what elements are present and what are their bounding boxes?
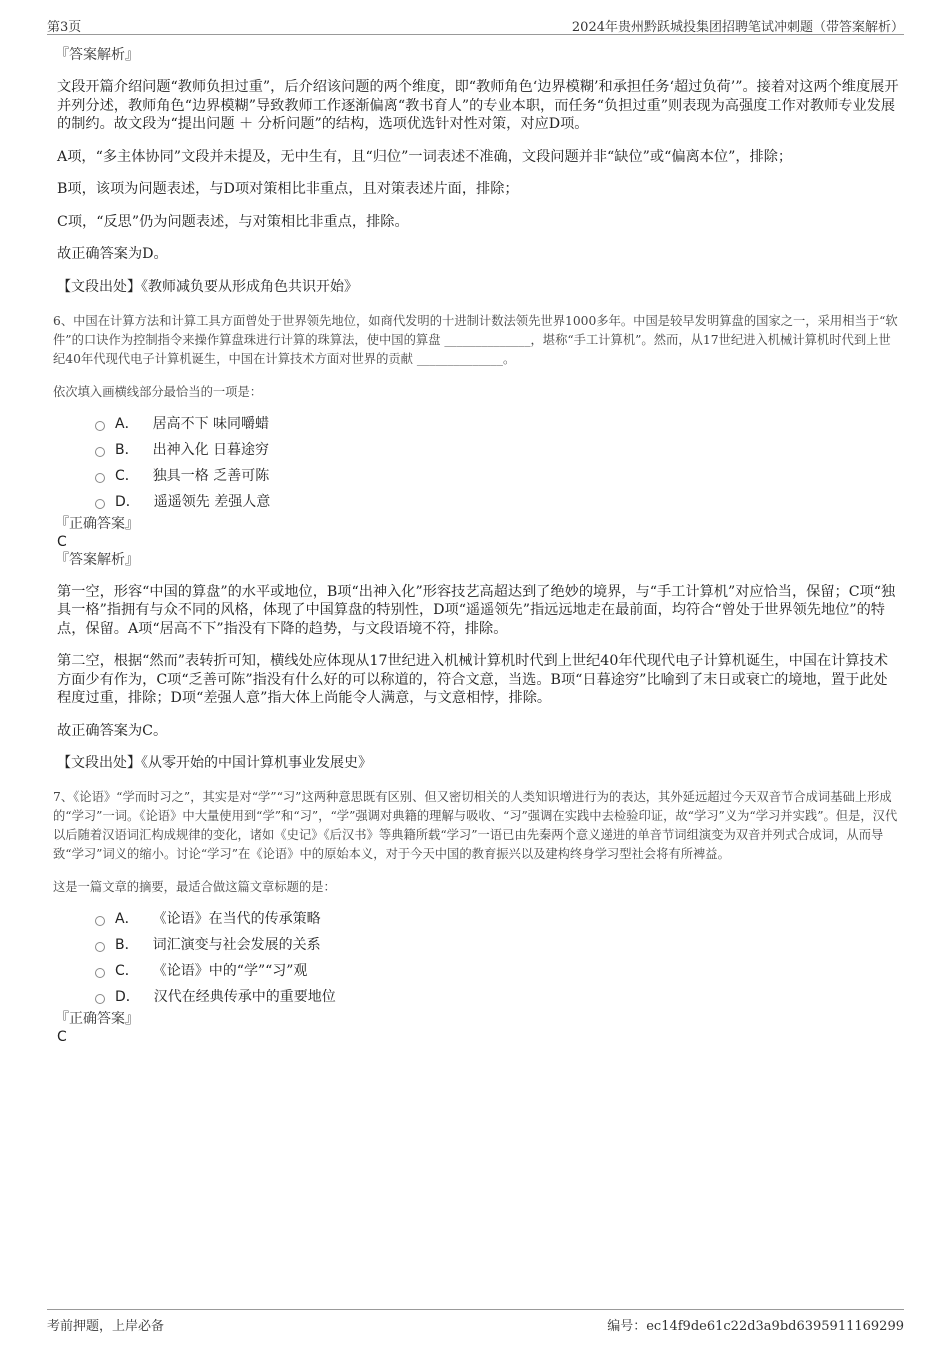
q5-analysis-paragraph: 文段开篇介绍问题“教师负担过重”，后介绍该问题的两个维度，即“教师角色‘边界模糊’和承担任务‘超过负荷’”。接着对这两个维度展开并列分述，教师角色“边界模糊”导致教师工作逐渐偏离“教书育人”的专业本职，而任务“负担过重”则表现为高强度工作对教师专业发展的制约。故文段为“提出问题 ＋ 分析问题”的结构，选项优选针对性对策，对应D项。 [57,79,899,132]
q6-option-a[interactable]: A． 居高不下 味同嚼蜡 [95,411,907,437]
radio-button-icon[interactable] [95,916,105,926]
radio-button-icon[interactable] [95,942,105,952]
q5-analysis-option-b: B项，该项为问题表述，与D项对策相比非重点，且对策表述片面，排除； [57,181,519,197]
page-header [47,14,904,35]
q6-options [95,411,907,515]
footer-slogan: 考前押题，上岸必备 [47,1319,165,1334]
radio-button-icon[interactable] [95,473,105,483]
q7-correct-answer: C [57,1029,67,1045]
q6-analysis-label: 『答案解析』 [55,551,139,568]
q5-source: 【文段出处】《教师减负要从形成角色共识开始》 [57,278,358,295]
document-title: 2024年贵州黔跃城投集团招聘笔试冲刺题（带答案解析） [571,20,904,35]
q7-option-b[interactable]: B． 词汇演变与社会发展的关系 [95,932,907,958]
radio-button-icon[interactable] [95,968,105,978]
q5-analysis-option-c: C项，“反思”仍为问题表述，与对策相比非重点，排除。 [57,213,409,230]
q6-correct-label: 『正确答案』 [55,515,139,532]
page-footer [47,1309,904,1336]
q5-conclusion: 故正确答案为D。 [57,246,168,262]
radio-button-icon[interactable] [95,499,105,509]
radio-button-icon[interactable] [95,994,105,1004]
q5-analysis-label: 『答案解析』 [55,47,139,63]
document-code: 编号：ec14f9de61c22d3a9bd6395911169299 [607,1319,904,1334]
radio-button-icon[interactable] [95,421,105,431]
q6-option-c[interactable]: C． 独具一格 乏善可陈 [95,463,907,489]
page-content [47,46,907,1046]
q5-analysis-option-a: A项，“多主体协同”文段并未提及，无中生有，且“归位”一词表述不准确，文段问题并非“缺位”或“偏离本位”，排除； [57,148,793,165]
q7-option-c[interactable]: C． 《论语》中的“学”“习”观 [95,958,907,984]
q6-correct-answer: C [57,533,67,550]
radio-button-icon[interactable] [95,447,105,457]
q6-option-d[interactable]: D． 遥遥领先 差强人意 [95,489,907,515]
q7-stem: 7、《论语》“学而时习之”，其实是对“学”“习”这两种意思既有区别、但又密切相关的人类知识增进行为的表达，其外延远超过今天双音节合成词基础上形成的“学习”一词。《论语》中大量使用到“学”和“习”，“学”强调对典籍的理解与吸收、“习”强调在实践中去检验印证，故“学习”义为“学习并实践”。但是，汉代以后随着汉语词汇构成规律的变化，诸如《史记》《后汉书》等典籍所载“学习”一语已由先秦两个意义递进的单音节词组演变为双音并列式合成词，从而导致“学习”词义的缩小。讨论“学习”在《论语》中的原始本义，对于今天中国的教育振兴以及建构终身学习型社会将有所裨益。 [53,790,898,861]
q6-source: 【文段出处】《从零开始的中国计算机事业发展史》 [57,755,372,771]
q6-prompt: 依次填入画横线部分最恰当的一项是： [53,384,263,399]
q7-option-a[interactable]: A． 《论语》在当代的传承策略 [95,906,907,932]
q6-option-b[interactable]: B． 出神入化 日暮途穷 [95,437,907,463]
q7-prompt: 这是一篇文章的摘要，最适合做这篇文章标题的是： [53,880,336,894]
q6-stem: 6、中国在计算方法和计算工具方面曾处于世界领先地位，如商代发明的十进制计数法领先世界1000多年。中国是较早发明算盘的国家之一，采用相当于“软件”的口诀作为控制指令来操作算盘珠进行计算的珠算法，使中国的算盘 ______________，堪称“手工计算机”。然而，从17世纪进入机械计算机时代到上世纪40年代现代电子计算机诞生，中国在计算技术方面对世界的贡献 ______________。 [53,313,898,366]
q7-options [95,906,907,1010]
q7-option-d[interactable]: D． 汉代在经典传承中的重要地位 [95,984,907,1010]
q6-analysis-paragraph-2: 第二空，根据“然而”表转折可知，横线处应体现从17世纪进入机械计算机时代到上世纪40年代现代电子计算机诞生，中国在计算技术方面少有作为，C项“乏善可陈”指没有什么好的可以称道的，符合文意，当选。B项“日暮途穷”比喻到了末日或衰亡的境地，置于此处程度过重，排除；D项“差强人意”指大体上尚能令人满意，与文意相悖，排除。 [57,653,888,706]
q6-analysis-paragraph-1: 第一空，形容“中国的算盘”的水平或地位，B项“出神入化”形容技艺高超达到了绝妙的境界，与“手工计算机”对应恰当，保留；C项“独具一格”指拥有与众不同的风格，体现了中国算盘的特别性，D项“遥遥领先”指远远地走在最前面，均符合“曾处于世界领先地位”的特点，保留。A项“居高不下”指没有下降的趋势，与文段语境不符，排除。 [57,583,896,637]
page-number: 第3页 [47,20,82,35]
q6-conclusion: 故正确答案为C。 [57,722,168,739]
q7-correct-label: 『正确答案』 [55,1011,139,1027]
